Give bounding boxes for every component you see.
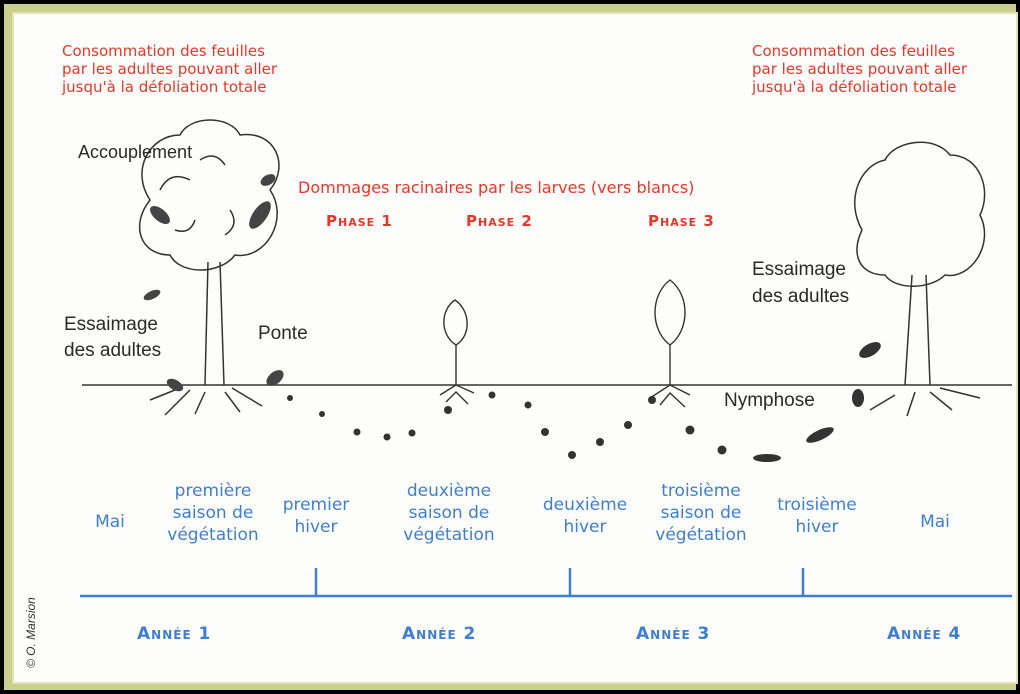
consumption-line: par les adultes pouvant aller: [62, 60, 278, 78]
season-line: premier: [282, 495, 350, 515]
season-line: saison de: [172, 503, 254, 524]
swarming-line: des adultes: [752, 286, 850, 307]
consumption-line: Consommation des feuilles: [752, 42, 955, 60]
consumption-line: jusqu'à la défoliation totale: [752, 78, 957, 96]
season-line: hiver: [294, 517, 338, 538]
mating-label: Accouplement: [78, 142, 193, 162]
season-line: première: [174, 481, 252, 501]
season-line: saison de: [660, 503, 742, 524]
season-line: hiver: [795, 517, 839, 538]
phase-2-label: Phase 2: [466, 212, 533, 230]
season-line: troisième: [777, 495, 857, 515]
year-label: Année 4: [887, 624, 962, 644]
phase-3-label: Phase 3: [648, 212, 715, 230]
season-line: végétation: [167, 525, 259, 546]
root-damage-label: Dommages racinaires par les larves (vers blancs): [298, 178, 695, 197]
season-line: deuxième: [406, 481, 492, 501]
season-line: deuxième: [542, 495, 628, 515]
year-label: Année 1: [137, 624, 212, 644]
season-line: hiver: [563, 517, 607, 538]
season-line: végétation: [655, 525, 747, 546]
phase-1-label: Phase 1: [326, 212, 393, 230]
swarming-line: des adultes: [64, 340, 162, 361]
season-line: saison de: [408, 503, 490, 524]
season-line: végétation: [403, 525, 495, 546]
consumption-line: par les adultes pouvant aller: [752, 60, 968, 78]
season-line: troisième: [661, 481, 741, 501]
swarming-line: Essaimage: [64, 314, 158, 335]
year-label: Année 2: [402, 624, 477, 644]
season-line: Mai: [920, 512, 950, 532]
consumption-line: Consommation des feuilles: [62, 42, 265, 60]
photo-credit: © O. Marsion: [24, 597, 38, 668]
laying-label: Ponte: [258, 323, 308, 344]
pupation-label: Nymphose: [724, 390, 815, 411]
swarming-line: Essaimage: [752, 259, 846, 280]
consumption-line: jusqu'à la défoliation totale: [62, 78, 267, 96]
year-label: Année 3: [636, 624, 711, 644]
season-line: Mai: [95, 512, 125, 532]
